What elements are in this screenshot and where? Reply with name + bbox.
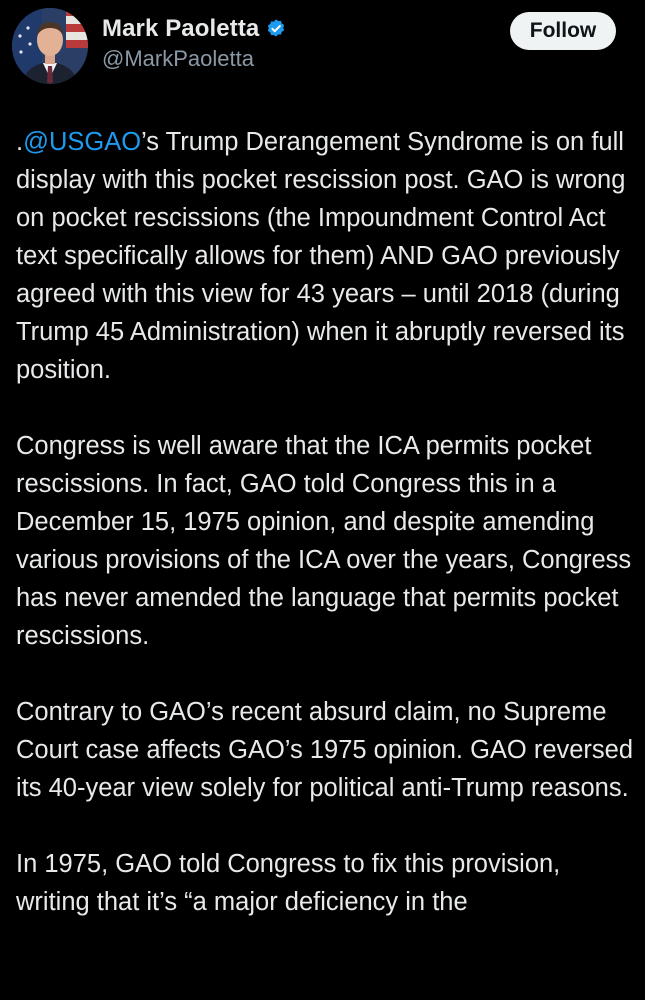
avatar-image: [12, 8, 88, 84]
verified-badge-icon: [265, 18, 287, 40]
mention-link[interactable]: @USGAO: [23, 128, 142, 156]
display-name[interactable]: Mark Paoletta: [102, 15, 260, 42]
tweet-paragraph: Congress is well aware that the ICA permits pocket rescissions. In fact, GAO told Congress this in a December 15, 1975 opinion, and despite amending various provisions of the ICA over the years, Congress has never amended the language that permits pocket rescissions.: [16, 432, 632, 650]
tweet-paragraph: [16, 123, 636, 389]
tweet-text: [16, 123, 636, 959]
display-name-row: [102, 14, 287, 44]
tweet-paragraph: Contrary to GAO’s recent absurd claim, no Supreme Court case affects GAO’s 1975 opinion. GAO reversed its 40-year view solely for political anti-Trump reasons.: [16, 698, 634, 802]
tweet-header: [0, 0, 645, 100]
paragraph-text: ’s Trump Derangement Syndrome is on full display with this pocket rescission post. GAO is wrong on pocket rescissions (the Impoundment Control Act text specifically allows for them) AND GAO previously agreed with this view for 43 years – until 2018 (during Trump 45 Administration) when it abruptly reversed its position.: [16, 128, 626, 384]
avatar[interactable]: [12, 8, 88, 84]
author-info: [102, 14, 287, 72]
mention-prefix: .: [16, 128, 24, 156]
tweet-paragraph: In 1975, GAO told Congress to fix this provision, writing that it’s “a major deficiency in the: [16, 850, 561, 916]
follow-button[interactable]: Follow: [510, 12, 616, 50]
author-handle[interactable]: @MarkPaoletta: [102, 46, 254, 71]
